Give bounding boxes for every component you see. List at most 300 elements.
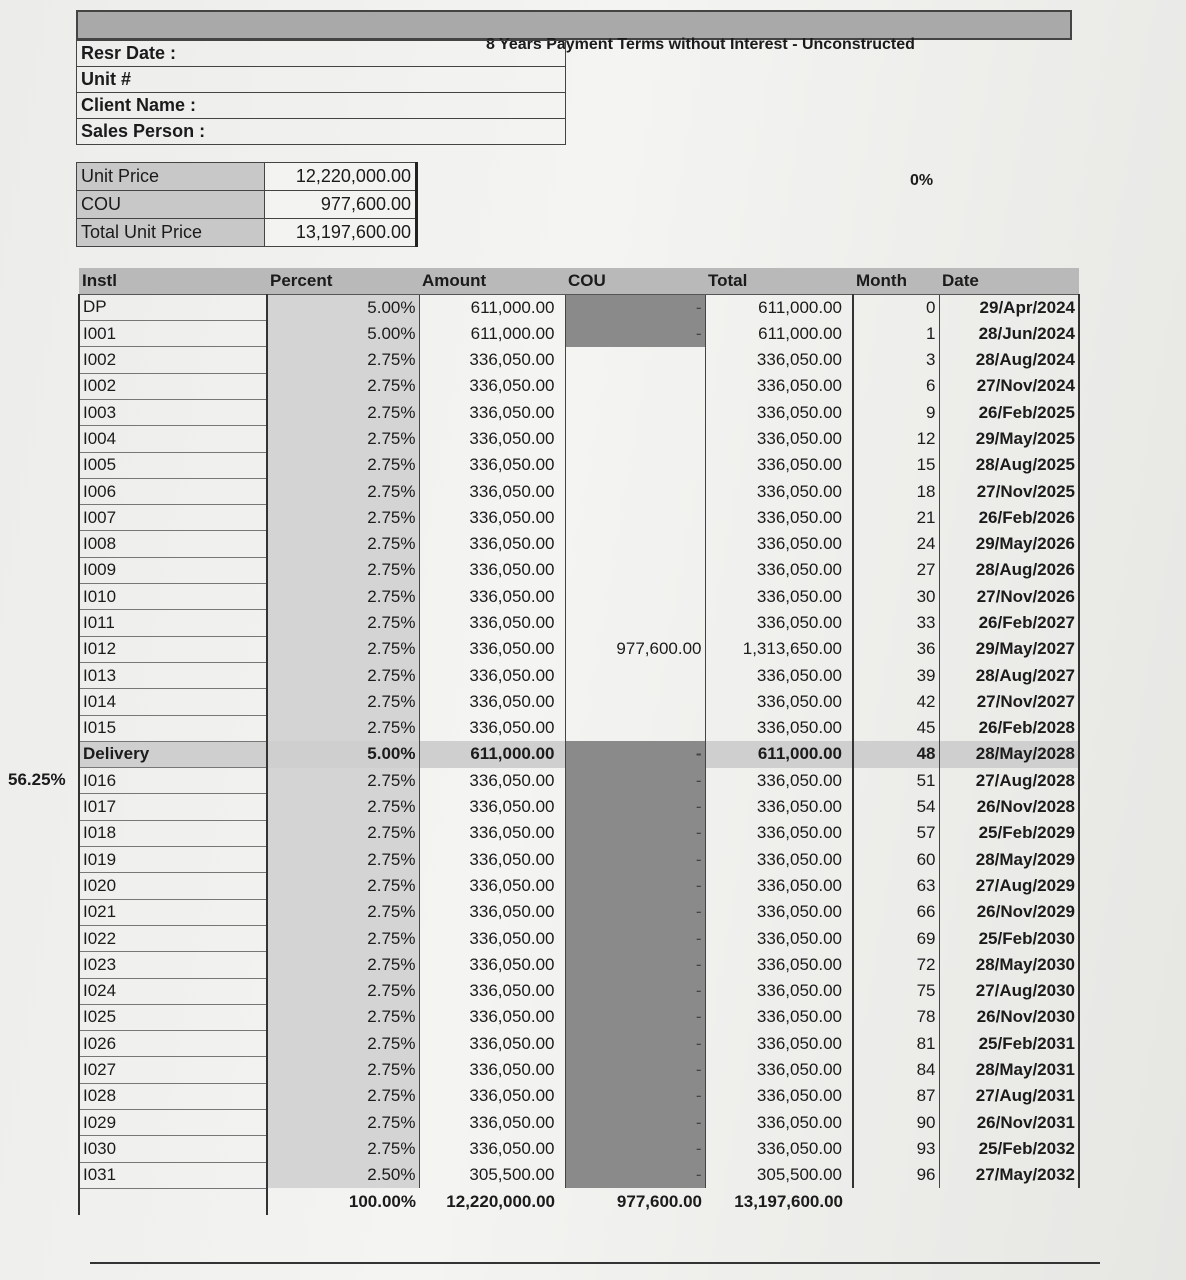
total-cell: 336,050.00 — [705, 978, 853, 1004]
price-summary-table — [76, 162, 418, 247]
percent-cell: 2.75% — [267, 373, 419, 399]
cou-cell — [565, 399, 705, 425]
month-cell: 90 — [853, 1110, 939, 1136]
cou-cell — [565, 531, 705, 557]
cou-cell: - — [565, 1031, 705, 1057]
date-cell: 27/Nov/2024 — [939, 373, 1079, 399]
cou-cell — [565, 689, 705, 715]
delivery-row — [79, 741, 1079, 767]
table-row — [79, 584, 1079, 610]
cou-cell: - — [565, 321, 705, 347]
totals-spacer — [79, 1188, 267, 1214]
cou-cell: - — [565, 847, 705, 873]
instl-cell: I019 — [79, 847, 267, 873]
percent-cell: 2.75% — [267, 1004, 419, 1030]
table-row — [79, 531, 1079, 557]
date-cell: 26/Nov/2028 — [939, 794, 1079, 820]
amount-cell: 336,050.00 — [469, 770, 555, 790]
instl-cell: I003 — [79, 399, 267, 425]
total-cell: 336,050.00 — [705, 1083, 853, 1109]
total-cell: 336,050.00 — [705, 399, 853, 425]
amount-cell: 336,050.00 — [469, 1086, 555, 1106]
amount-cell: 336,050.00 — [469, 1060, 555, 1080]
percent-cell: 2.75% — [267, 478, 419, 504]
cou-cell: - — [565, 1110, 705, 1136]
table-row — [79, 426, 1079, 452]
month-cell: 72 — [853, 952, 939, 978]
percent-cell: 2.75% — [267, 952, 419, 978]
amount-cell: 611,000.00 — [470, 297, 555, 317]
month-cell: 87 — [853, 1083, 939, 1109]
table-row — [79, 899, 1079, 925]
total-cell: 336,050.00 — [705, 847, 853, 873]
cou-cell — [565, 452, 705, 478]
client-name-label: Client Name : — [77, 93, 566, 119]
amount-cell: 336,050.00 — [469, 718, 555, 738]
percent-cell: 2.75% — [267, 584, 419, 610]
table-row — [79, 715, 1079, 741]
table-row — [79, 925, 1079, 951]
month-cell: 12 — [853, 426, 939, 452]
month-cell: 75 — [853, 978, 939, 1004]
date-cell: 28/Aug/2025 — [939, 452, 1079, 478]
instl-cell: I014 — [79, 689, 267, 715]
percent-cell: 2.75% — [267, 978, 419, 1004]
instl-cell: I001 — [79, 321, 267, 347]
cou-cell — [565, 373, 705, 399]
total-cell: 336,050.00 — [705, 715, 853, 741]
total-cell: 336,050.00 — [705, 452, 853, 478]
instl-cell: I008 — [79, 531, 267, 557]
instl-cell: I030 — [79, 1136, 267, 1162]
table-row — [79, 978, 1079, 1004]
delivery-percent-marker: 56.25% — [8, 770, 66, 789]
unit-price-label: Unit Price — [77, 163, 265, 191]
date-cell: 26/Feb/2028 — [939, 715, 1079, 741]
table-row — [79, 1057, 1079, 1083]
header-amount: Amount — [419, 268, 565, 294]
amount-cell: 336,050.00 — [469, 376, 555, 396]
percent-cell: 2.75% — [267, 1110, 419, 1136]
total-cell: 336,050.00 — [705, 505, 853, 531]
date-cell: 27/Nov/2025 — [939, 478, 1079, 504]
percent-cell: 5.00% — [267, 294, 419, 320]
month-cell: 60 — [853, 847, 939, 873]
date-cell: 29/May/2026 — [939, 531, 1079, 557]
table-row — [79, 557, 1079, 583]
instl-cell: I024 — [79, 978, 267, 1004]
percent-cell: 2.75% — [267, 925, 419, 951]
instl-cell: I005 — [79, 452, 267, 478]
total-cell: 336,050.00 — [705, 1004, 853, 1030]
amount-cell: 336,050.00 — [469, 691, 555, 711]
date-cell: 26/Feb/2027 — [939, 610, 1079, 636]
total-percent: 100.00% — [348, 1191, 416, 1211]
cou-cell: - — [565, 1057, 705, 1083]
totals-spacer — [853, 1188, 939, 1214]
cou-cell — [565, 347, 705, 373]
cou-cell: - — [565, 820, 705, 846]
date-cell: 25/Feb/2030 — [939, 925, 1079, 951]
grand-total: 13,197,600.00 — [734, 1191, 843, 1211]
instl-cell: I029 — [79, 1110, 267, 1136]
percent-cell: 2.75% — [267, 452, 419, 478]
amount-cell: 336,050.00 — [469, 1033, 555, 1053]
month-cell: 33 — [853, 610, 939, 636]
percent-cell: 2.75% — [267, 794, 419, 820]
table-row — [79, 478, 1079, 504]
total-cell: 336,050.00 — [705, 373, 853, 399]
header-instl: Instl — [79, 268, 267, 294]
instl-cell: I028 — [79, 1083, 267, 1109]
date-cell: 25/Feb/2029 — [939, 820, 1079, 846]
amount-cell: 336,050.00 — [469, 534, 555, 554]
percent-cell: 5.00% — [267, 741, 419, 767]
amount-cell: 336,050.00 — [469, 875, 555, 895]
instl-cell: I015 — [79, 715, 267, 741]
totals-spacer — [939, 1188, 1079, 1214]
date-cell: 28/Aug/2026 — [939, 557, 1079, 583]
instl-cell: I004 — [79, 426, 267, 452]
amount-cell: 336,050.00 — [469, 928, 555, 948]
date-cell: 29/Apr/2024 — [939, 294, 1079, 320]
unit-number-label: Unit # — [77, 67, 566, 93]
date-cell: 26/Feb/2025 — [939, 399, 1079, 425]
month-cell: 78 — [853, 1004, 939, 1030]
month-cell: 69 — [853, 925, 939, 951]
month-cell: 63 — [853, 873, 939, 899]
date-cell: 28/May/2030 — [939, 952, 1079, 978]
percent-cell: 5.00% — [267, 321, 419, 347]
cou-cell: - — [565, 899, 705, 925]
date-cell: 27/Aug/2028 — [939, 768, 1079, 794]
instl-cell: I021 — [79, 899, 267, 925]
month-cell: 39 — [853, 662, 939, 688]
percent-cell: 2.75% — [267, 899, 419, 925]
total-amount: 12,220,000.00 — [446, 1191, 555, 1211]
percent-cell: 2.50% — [267, 1162, 419, 1188]
amount-cell: 336,050.00 — [469, 350, 555, 370]
instl-cell: I018 — [79, 820, 267, 846]
cou-cell: - — [565, 1004, 705, 1030]
date-cell: 29/May/2025 — [939, 426, 1079, 452]
amount-cell: 611,000.00 — [419, 741, 565, 767]
table-row — [79, 1110, 1079, 1136]
table-row — [79, 1162, 1079, 1188]
percent-cell: 2.75% — [267, 820, 419, 846]
month-cell: 93 — [853, 1136, 939, 1162]
instl-cell: I020 — [79, 873, 267, 899]
date-cell: 25/Feb/2031 — [939, 1031, 1079, 1057]
amount-cell: 336,050.00 — [469, 455, 555, 475]
cou-cell: 977,600.00 — [565, 636, 705, 662]
instl-cell: I022 — [79, 925, 267, 951]
instl-cell: I031 — [79, 1162, 267, 1188]
amount-cell: 305,500.00 — [469, 1165, 555, 1185]
cou-cell — [565, 662, 705, 688]
amount-cell: 336,050.00 — [469, 849, 555, 869]
total-cell: 336,050.00 — [705, 873, 853, 899]
table-row — [79, 662, 1079, 688]
header-month: Month — [853, 268, 939, 294]
header-total: Total — [705, 268, 853, 294]
date-cell: 26/Nov/2031 — [939, 1110, 1079, 1136]
resr-date-label: Resr Date : — [77, 41, 566, 67]
month-cell: 36 — [853, 636, 939, 662]
month-cell: 48 — [853, 741, 939, 767]
amount-cell: 336,050.00 — [469, 428, 555, 448]
percent-cell: 2.75% — [267, 399, 419, 425]
date-cell: 26/Nov/2030 — [939, 1004, 1079, 1030]
amount-cell: 336,050.00 — [469, 481, 555, 501]
amount-cell: 336,050.00 — [469, 981, 555, 1001]
month-cell: 96 — [853, 1162, 939, 1188]
percent-cell: 2.75% — [267, 662, 419, 688]
amount-cell: 336,050.00 — [469, 639, 555, 659]
percent-cell: 2.75% — [267, 715, 419, 741]
percent-cell: 2.75% — [267, 873, 419, 899]
date-cell: 27/Aug/2030 — [939, 978, 1079, 1004]
amount-cell: 336,050.00 — [469, 586, 555, 606]
total-cell: 336,050.00 — [705, 531, 853, 557]
month-cell: 57 — [853, 820, 939, 846]
instl-cell: I027 — [79, 1057, 267, 1083]
date-cell: 28/Jun/2024 — [939, 321, 1079, 347]
instl-cell: I023 — [79, 952, 267, 978]
total-cell: 336,050.00 — [705, 1136, 853, 1162]
month-cell: 51 — [853, 768, 939, 794]
table-row — [79, 1083, 1079, 1109]
month-cell: 42 — [853, 689, 939, 715]
date-cell: 27/Nov/2027 — [939, 689, 1079, 715]
table-row — [79, 373, 1079, 399]
amount-cell: 336,050.00 — [469, 613, 555, 632]
cou-cell — [565, 610, 705, 636]
total-cell: 336,050.00 — [705, 794, 853, 820]
percent-cell: 2.75% — [267, 610, 419, 636]
instl-cell: I002 — [79, 347, 267, 373]
month-cell: 84 — [853, 1057, 939, 1083]
month-cell: 18 — [853, 478, 939, 504]
month-cell: 15 — [853, 452, 939, 478]
amount-cell: 336,050.00 — [469, 402, 555, 422]
month-cell: 27 — [853, 557, 939, 583]
cou-cell — [565, 505, 705, 531]
cou-cell: - — [565, 1083, 705, 1109]
amount-cell: 336,050.00 — [469, 954, 555, 974]
month-cell: 81 — [853, 1031, 939, 1057]
date-cell: 27/Aug/2031 — [939, 1083, 1079, 1109]
total-cell: 1,313,650.00 — [705, 636, 853, 662]
cou-cell: - — [565, 741, 705, 767]
percent-cell: 2.75% — [267, 847, 419, 873]
table-row — [79, 1004, 1079, 1030]
cou-value: 977,600.00 — [265, 191, 417, 219]
table-row — [79, 1031, 1079, 1057]
percent-cell: 2.75% — [267, 531, 419, 557]
percent-cell: 2.75% — [267, 1136, 419, 1162]
totals-row — [79, 1188, 1079, 1214]
month-cell: 45 — [853, 715, 939, 741]
total-cell: 611,000.00 — [705, 294, 853, 320]
cou-cell — [565, 584, 705, 610]
cou-cell: - — [565, 873, 705, 899]
percent-cell: 2.75% — [267, 426, 419, 452]
total-unit-price-value: 13,197,600.00 — [265, 219, 417, 247]
table-row — [79, 689, 1079, 715]
date-cell: 27/Aug/2029 — [939, 873, 1079, 899]
month-cell: 66 — [853, 899, 939, 925]
total-cell: 611,000.00 — [705, 741, 853, 767]
instl-cell: I009 — [79, 557, 267, 583]
table-row — [79, 294, 1079, 320]
instl-cell: I013 — [79, 662, 267, 688]
percent-cell: 2.75% — [267, 557, 419, 583]
instl-cell: I012 — [79, 636, 267, 662]
percent-cell: 2.75% — [267, 768, 419, 794]
page-title: 8 Years Payment Terms without Interest - Unconstructed — [486, 36, 915, 53]
total-cell: 611,000.00 — [705, 321, 853, 347]
cou-cell: - — [565, 978, 705, 1004]
amount-cell: 336,050.00 — [469, 902, 555, 922]
table-row — [79, 505, 1079, 531]
date-cell: 28/Aug/2027 — [939, 662, 1079, 688]
month-cell: 24 — [853, 531, 939, 557]
date-cell: 28/May/2029 — [939, 847, 1079, 873]
total-cell: 336,050.00 — [705, 1110, 853, 1136]
total-cou: 977,600.00 — [616, 1191, 702, 1211]
installment-table — [78, 268, 1080, 1215]
table-row — [79, 452, 1079, 478]
bottom-rule — [90, 1262, 1100, 1264]
table-row — [79, 873, 1079, 899]
cou-cell: - — [565, 794, 705, 820]
instl-cell: Delivery — [79, 741, 267, 767]
total-cell: 336,050.00 — [705, 952, 853, 978]
month-cell: 1 — [853, 321, 939, 347]
cou-cell — [565, 557, 705, 583]
percent-cell: 2.75% — [267, 1031, 419, 1057]
cou-cell: - — [565, 1136, 705, 1162]
instl-cell: I007 — [79, 505, 267, 531]
total-cell: 336,050.00 — [705, 899, 853, 925]
amount-cell: 336,050.00 — [469, 560, 555, 580]
date-cell: 29/May/2027 — [939, 636, 1079, 662]
total-cell: 336,050.00 — [705, 584, 853, 610]
month-cell: 6 — [853, 373, 939, 399]
month-cell: 30 — [853, 584, 939, 610]
cou-cell: - — [565, 925, 705, 951]
table-row — [79, 952, 1079, 978]
sales-person-label: Sales Person : — [77, 119, 566, 145]
amount-cell: 336,050.00 — [469, 1007, 555, 1027]
date-cell: 27/Nov/2026 — [939, 584, 1079, 610]
total-cell: 336,050.00 — [705, 1057, 853, 1083]
percent-cell: 2.75% — [267, 505, 419, 531]
total-cell: 336,050.00 — [705, 768, 853, 794]
instl-cell: I010 — [79, 584, 267, 610]
instl-cell: I011 — [79, 610, 267, 636]
cou-cell: - — [565, 294, 705, 320]
month-cell: 3 — [853, 347, 939, 373]
amount-cell: 611,000.00 — [470, 323, 555, 343]
amount-cell: 336,050.00 — [469, 1138, 555, 1158]
cou-cell: - — [565, 952, 705, 978]
table-row — [79, 321, 1079, 347]
interest-rate: 0% — [910, 172, 934, 189]
total-cell: 336,050.00 — [705, 662, 853, 688]
unit-price-value: 12,220,000.00 — [265, 163, 417, 191]
table-row — [79, 847, 1079, 873]
total-cell: 336,050.00 — [705, 478, 853, 504]
cou-cell: - — [565, 768, 705, 794]
table-row — [79, 636, 1079, 662]
table-header-row — [79, 268, 1079, 294]
table-row — [79, 820, 1079, 846]
cou-label: COU — [77, 191, 265, 219]
date-cell: 28/May/2031 — [939, 1057, 1079, 1083]
total-cell: 336,050.00 — [705, 426, 853, 452]
table-row — [79, 610, 1079, 636]
month-cell: 54 — [853, 794, 939, 820]
instl-cell: I026 — [79, 1031, 267, 1057]
cou-cell — [565, 426, 705, 452]
client-info-table — [76, 40, 566, 145]
percent-cell: 2.75% — [267, 1057, 419, 1083]
instl-cell: I016 — [79, 768, 267, 794]
instl-cell: I006 — [79, 478, 267, 504]
percent-cell: 2.75% — [267, 636, 419, 662]
date-cell: 26/Nov/2029 — [939, 899, 1079, 925]
instl-cell: I025 — [79, 1004, 267, 1030]
table-row — [79, 347, 1079, 373]
instl-cell: I017 — [79, 794, 267, 820]
total-cell: 305,500.00 — [705, 1162, 853, 1188]
amount-cell: 336,050.00 — [469, 507, 555, 527]
header-date: Date — [939, 268, 1079, 294]
table-row — [79, 768, 1079, 794]
amount-cell: 336,050.00 — [469, 823, 555, 843]
table-row — [79, 1136, 1079, 1162]
total-cell: 336,050.00 — [705, 689, 853, 715]
date-cell: 25/Feb/2032 — [939, 1136, 1079, 1162]
total-unit-price-label: Total Unit Price — [77, 219, 265, 247]
month-cell: 0 — [853, 294, 939, 320]
header-percent: Percent — [267, 268, 419, 294]
amount-cell: 336,050.00 — [469, 797, 555, 817]
total-cell: 336,050.00 — [705, 925, 853, 951]
instl-cell: DP — [79, 294, 267, 320]
total-cell: 336,050.00 — [705, 347, 853, 373]
cou-cell — [565, 478, 705, 504]
total-cell: 336,050.00 — [705, 557, 853, 583]
table-row — [79, 399, 1079, 425]
percent-cell: 2.75% — [267, 1083, 419, 1109]
date-cell: 28/May/2028 — [939, 741, 1079, 767]
header-cou: COU — [565, 268, 705, 294]
total-cell: 336,050.00 — [705, 610, 853, 636]
date-cell: 26/Feb/2026 — [939, 505, 1079, 531]
date-cell: 27/May/2032 — [939, 1162, 1079, 1188]
month-cell: 9 — [853, 399, 939, 425]
cou-cell: - — [565, 1162, 705, 1188]
total-cell: 336,050.00 — [705, 1031, 853, 1057]
total-cell: 336,050.00 — [705, 820, 853, 846]
amount-cell: 336,050.00 — [469, 1112, 555, 1132]
instl-cell: I002 — [79, 373, 267, 399]
percent-cell: 2.75% — [267, 347, 419, 373]
table-row — [79, 794, 1079, 820]
